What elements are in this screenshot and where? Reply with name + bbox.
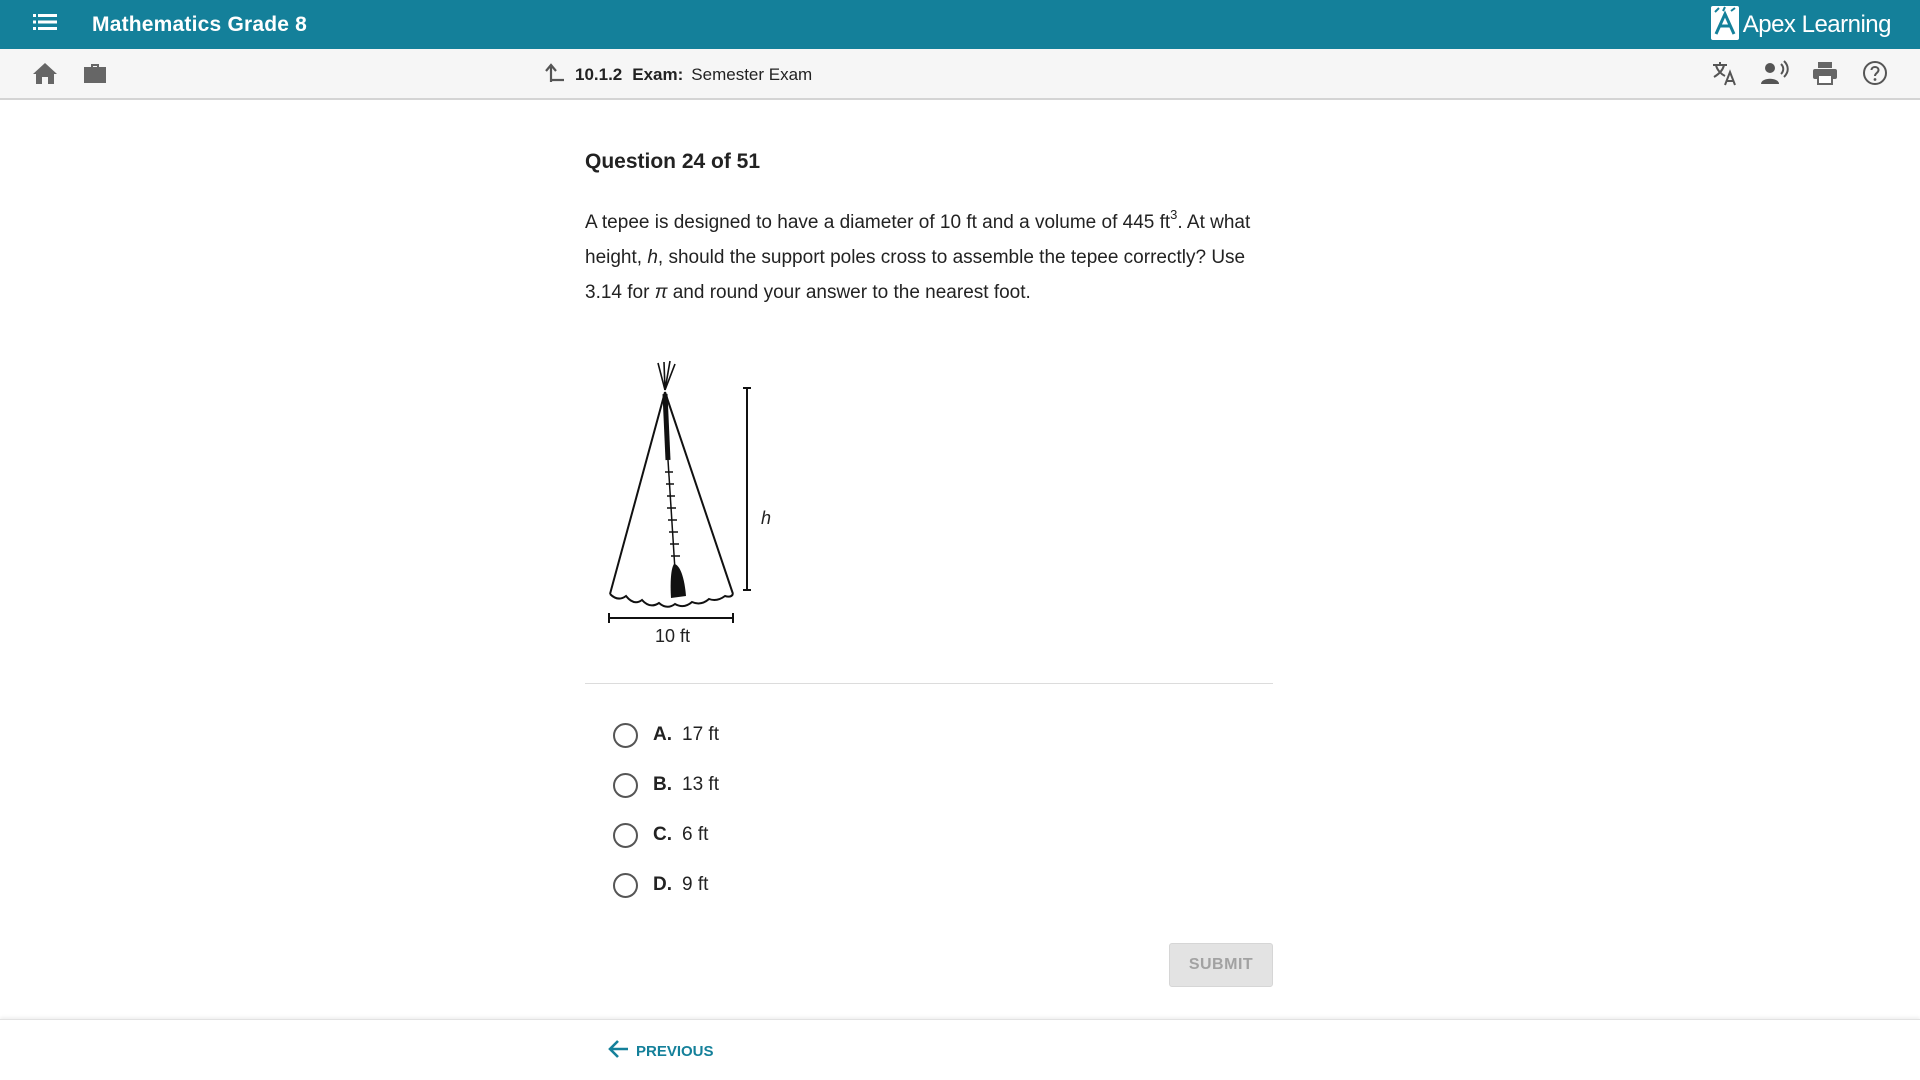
briefcase-button[interactable] [80,60,110,90]
previous-label: PREVIOUS [636,1042,714,1060]
footer-nav [0,1019,1920,1080]
choice-d[interactable] [613,860,719,910]
height-label: h [761,508,772,528]
exponent: 3 [1170,206,1178,222]
choice-letter: A. [653,724,672,745]
question-number: Question 24 of 51 [585,150,761,173]
answer-choices [613,710,719,910]
radio-button[interactable] [613,773,638,798]
home-button[interactable] [30,60,60,90]
tepee-diagram [585,350,805,660]
breadcrumb-title: Semester Exam [691,65,813,84]
question-text-part: A tepee is designed to have a diameter of 10 ft and a volume of 445 ft [585,212,1171,233]
up-level-button[interactable] [540,61,570,89]
choice-letter: B. [653,774,672,795]
brand-name: Apex Learning [1742,11,1891,38]
arrow-up-left-icon [544,62,566,89]
course-title: Mathematics Grade 8 [92,12,308,36]
read-aloud-icon [1760,60,1790,91]
breadcrumb-type: Exam: [632,65,684,84]
home-icon [32,61,58,90]
question-text-part: and round your answer to the nearest foot. [667,282,1031,303]
question-text-part: , should the support poles cross to assemble the tepee correctly? Use 3.14 for [585,247,1246,303]
list-menu-icon [33,13,57,36]
translate-icon [1711,59,1739,92]
brand-logo [1711,8,1891,42]
radio-button[interactable] [613,723,638,748]
radio-button[interactable] [613,823,638,848]
menu-button[interactable] [0,0,90,49]
choice-c[interactable] [613,810,719,860]
arrow-left-icon [608,1039,630,1063]
read-aloud-button[interactable] [1760,60,1790,90]
toolbar [0,49,1920,100]
choice-b[interactable] [613,760,719,810]
choice-text: 6 ft [682,824,709,845]
submit-button[interactable]: SUBMIT [1169,943,1273,987]
choice-text: 17 ft [682,724,719,745]
pi-symbol: π [654,282,668,303]
question-text [585,205,1273,310]
help-button[interactable] [1860,60,1890,90]
app-header [0,0,1920,49]
breadcrumb-number: 10.1.2 [575,65,623,84]
choice-letter: D. [653,874,672,895]
translate-button[interactable] [1710,60,1740,90]
previous-button[interactable] [608,1039,714,1063]
briefcase-icon [82,61,108,90]
print-icon [1812,61,1838,90]
apex-logo-icon [1711,6,1739,45]
choice-text: 13 ft [682,774,719,795]
print-button[interactable] [1810,60,1840,90]
diameter-label: 10 ft [655,626,691,646]
question-text-part: . At what height, [585,212,1251,268]
variable-h: h [647,247,658,268]
radio-button[interactable] [613,873,638,898]
divider [585,683,1273,684]
help-icon [1862,60,1888,91]
choice-letter: C. [653,824,672,845]
choice-a[interactable] [613,710,719,760]
choice-text: 9 ft [682,874,709,895]
tepee-figure [585,350,805,660]
breadcrumb [540,61,812,89]
